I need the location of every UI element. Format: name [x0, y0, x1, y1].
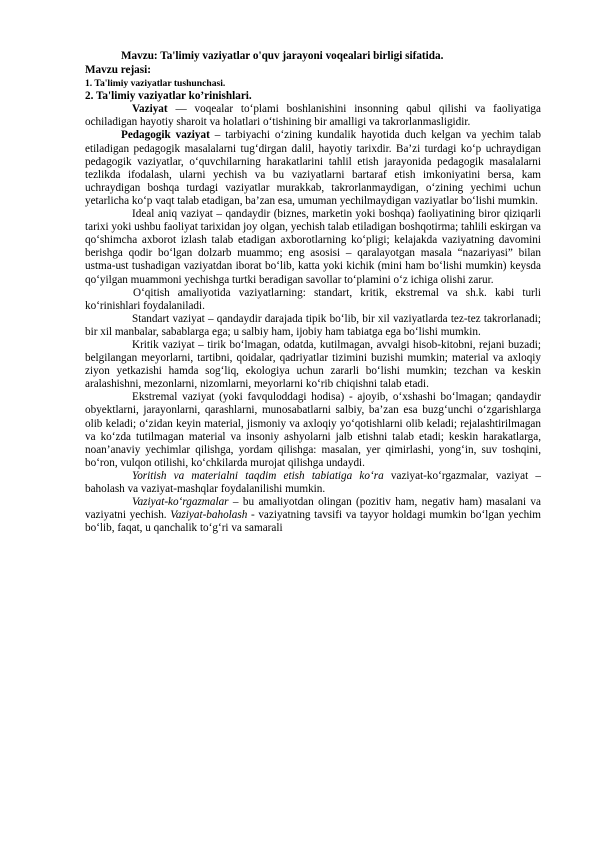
italic-vaziyat-korgazmalar: Vaziyat-ko‘rgazmalar	[132, 496, 229, 509]
term-pedagogik-vaziyat: Pedagogik vaziyat	[121, 129, 210, 142]
paragraph-yoritish	[85, 470, 541, 496]
italic-vaziyat-baholash: Vaziyat-baholash	[170, 509, 248, 522]
paragraph-vaziyat-text: — voqealar to‘plami boshlanishini insonning qabul qilishi va faoliyatiga ochiladigan hayotiy sharoit va holatlari o‘tishining bir amalligi va takrorlanmasligidir.	[85, 103, 541, 129]
plan-item-2: 2. Ta'limiy vaziyatlar ko’rinishlari.	[85, 90, 252, 103]
paragraph-ekstremal-vaziyat: Ekstremal vaziyat (yoki favquloddagi hodisa) - ajoyib, o‘xshashi bo‘lmagan; qandaydir obyektlarni, jarayonlarni, qarashlarni, munosabatlarni salbiy, ba’zan esa buzg‘unchi o‘zgarishlarga olib keladi; o‘zidan keyin material, jismoniy va axloqiy yo‘qotishlarni olib keladi; rejalashtirilmagan va ko‘zda tutilmagan material va insoniy ashyolarni jalb etishni talab etadi; keskin harakatlarga, noan’anaviy yechimlar qilishga, yordam qilishga: masalan, yer qimirlashi, yong‘in, suv toshqini, bo‘ron, vulqon otilishi, ko‘chkilarda murojat qilishga undaydi.	[85, 391, 541, 469]
plan-item-1: 1. Ta'limiy vaziyatlar tushunchasi.	[85, 78, 226, 90]
paragraph-oqitish-amaliyoti: O‘qitish amaliyotida vaziyatlarning: standart, kritik, ekstremal va sh.k. kabi turli ko‘rinishlari foydalaniladi.	[85, 286, 541, 312]
paragraph-vaziyat-baholash-text: - vaziyatning tavsifi va tayyor holdagi mumkin bo‘lgan yechim bo‘lib, faqat, u qanchalik to‘g‘ri va samarali	[85, 509, 541, 535]
document-title: Mavzu: Ta'limiy vaziyatlar o'quv jarayoni voqealari birligi sifatida.	[121, 50, 444, 62]
paragraph-yoritish-text: vaziyat-ko‘rgazmalar, vaziyat – baholash va vaziyat-mashqlar foydalanilishi mumkin.	[85, 469, 541, 495]
paragraph-pedagogik-vaziyat-text: – tarbiyachi o‘zining kundalik hayotida duch kelgan va yechim talab etiladigan pedagogik masalalarni tug‘dirgan dalil, hayotiy tarixdir. Ba’zi turdagi ko‘p uchraydigan pedagogik vaziyatlar, o‘quvchilarning harakatlarini tahlil etish jarayonida pedagogik masalalarni tezlikda ifodalash, ularni yechish va bu vaziyatlarni bartaraf etish imkoniyatini bersa, kam uchraydigan boshqa turdagi vaziyatlar murakkab, takrorlanmaydigan, o‘zining yechimi uchun yetarlicha ko‘p vaqt talab etadigan, ba’zan esa, umuman yechilmaydigan vaziyatlar bo‘lishi mumkin.	[85, 129, 541, 207]
term-vaziyat: Vaziyat	[132, 103, 168, 116]
italic-yoritish: Yoritish va materialni taqdim etish tabiatiga ko‘ra	[132, 469, 384, 482]
paragraph-vaziyat-korgazmalar	[85, 496, 541, 535]
paragraph-vaziyat	[85, 103, 541, 129]
plan-heading: Mavzu rejasi:	[85, 64, 151, 77]
paragraph-ideal-vaziyat: Ideal aniq vaziyat – qandaydir (biznes, marketin yoki boshqa) faoliyatining biror qiziqarli tarixi yoki ushbu faoliyat tarixidan joy olgan, yechish talab etiladigan boshqotirma; tahlili eskirgan va qo‘shimcha axborot izlash talab etadigan axborotlarning ko‘pligi; kelajakda vaziyatning davomini berishga qodir bo‘lgan dolzarb muammo; eng asosisi – qaralayotgan masala “nazariyasi” bilan ustma-ust tushadigan vaziyatdan iborat bo‘lib, katta yoki kichik (mini ham bo‘lishi mumkin) keysda qo‘yilgan muammoni yechishga turtki beradigan savollar to‘plamini o‘z ichiga olishi zarur.	[85, 208, 541, 286]
paragraph-standart-vaziyat: Standart vaziyat – qandaydir darajada tipik bo‘lib, bir xil vaziyatlarda tez-tez takrorlanadi; bir xil manbalar, sabablarga ega; u salbiy ham, ijobiy ham tabiatga ega bo‘lishi mumkin.	[85, 312, 541, 338]
paragraph-pedagogik-vaziyat	[85, 129, 541, 208]
paragraph-kritik-vaziyat: Kritik vaziyat – tirik bo‘lmagan, odatda, kutilmagan, avvalgi hisob-kitobni, rejani buzadi; belgilangan meyorlarni, tartibni, qoidalar, qadriyatlar tizimini buzishi mumkin; material va axloqiy ziyon yetkazishi hamda sog‘liq, ekologiya uchun zararli bo‘lishi mumkin; tezchan va keskin aralashishni, mezonlarni, nizomlarni, meyorlarni ko‘rib chiqishni talab etadi.	[85, 338, 541, 391]
paragraph-vaziyat-korgazmalar-text: – bu amaliyotdan olingan (pozitiv ham, negativ ham) masalani va vaziyatni yechish.	[85, 496, 541, 522]
